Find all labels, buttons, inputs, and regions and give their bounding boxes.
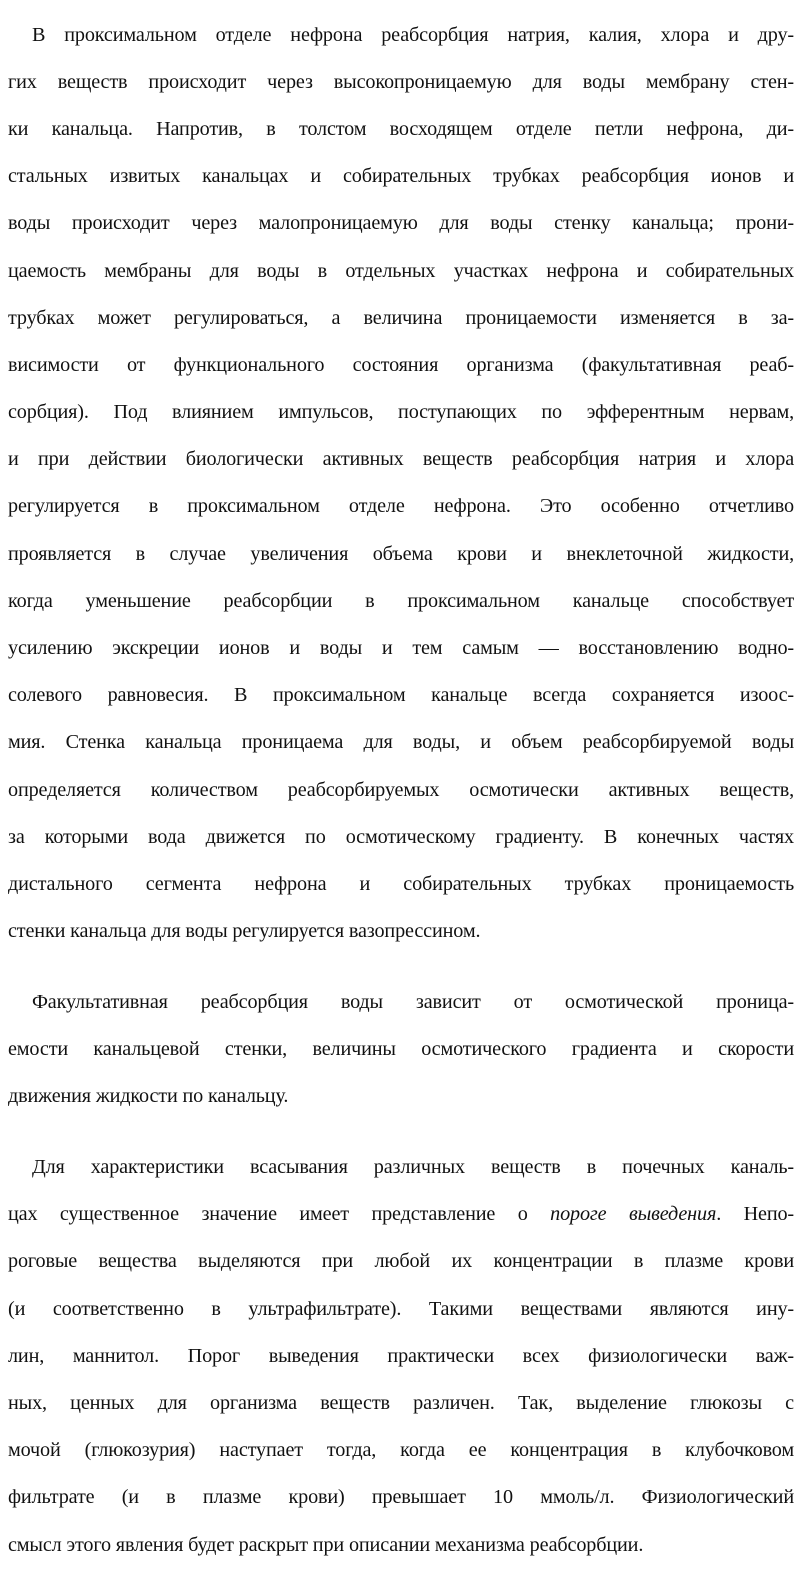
text-line: и при действии биологически активных веществ реабсорбция натрия и хлора xyxy=(8,448,794,471)
text-line: движения жидкости по канальцу. xyxy=(8,1085,289,1108)
text-line: трубках может регулироваться, а величина проницаемости изменяется в за- xyxy=(8,306,794,329)
text-line: усилению экскреции ионов и воды и тем самым — восстановлению водно- xyxy=(8,637,794,660)
text-line: лин, маннитол. Порог выведения практически всех физиологически важ- xyxy=(8,1344,794,1367)
text-line: солевого равновесия. В проксимальном канальце всегда сохраняется изоос- xyxy=(8,684,794,707)
document-page xyxy=(8,0,794,1556)
text-line: висимости от функционального состояния организма (факультативная реаб- xyxy=(8,353,794,376)
term-emphasis: порогe выведения xyxy=(550,1203,717,1226)
text-line: воды происходит через малопроницаемую для воды стенку канальца; прони- xyxy=(8,212,794,235)
text-line: стальных извитых канальцах и собирательных трубках реабсорбция ионов и xyxy=(8,165,794,188)
text-line: емости канальцевой стенки, величины осмотического градиента и скорости xyxy=(8,1038,794,1061)
paragraph-2 xyxy=(8,967,794,1132)
text-fragment: . Непо- xyxy=(716,1203,794,1226)
text-line: стенки канальца для воды регулируется вазопрессином. xyxy=(8,920,481,943)
text-line: ки канальца. Напротив, в толстом восходящем отделе петли нефрона, ди- xyxy=(8,117,794,140)
text-fragment: цах существенное значение имеет представление о xyxy=(8,1203,551,1226)
text-line: цаемость мембраны для воды в отдельных участках нефрона и собирательных xyxy=(8,259,794,282)
text-line: сорбция). Под влиянием импульсов, поступающих по эфферентным нервам, xyxy=(8,401,794,424)
text-line: мия. Стенка канальца проницаема для воды, и объем реабсорбируемой воды xyxy=(8,731,794,754)
text-line: Для характеристики всасывания различных веществ в почечных каналь- xyxy=(32,1156,794,1179)
text-line: регулируется в проксимальном отделе нефрона. Это особенно отчетливо xyxy=(8,495,794,518)
paragraph-1 xyxy=(8,0,794,967)
paragraph-3 xyxy=(8,1133,794,1581)
text-line: фильтрате (и в плазме крови) превышает 10 ммоль/л. Физиологический xyxy=(8,1486,794,1509)
text-line: (и соответственно в ультрафильтрате). Такими веществами являются ину- xyxy=(8,1297,794,1320)
text-line: роговые вещества выделяются при любой их концентрации в плазме крови xyxy=(8,1250,794,1273)
text-line: дистального сегмента нефрона и собирательных трубках проницаемость xyxy=(8,872,794,895)
text-line: когда уменьшение реабсорбции в проксимальном канальце способствует xyxy=(8,589,794,612)
text-line: гих веществ происходит через высокопроницаемую для воды мембрану стен- xyxy=(8,70,794,93)
text-line: смысл этого явления будет раскрыт при описании механизма реабсорбции. xyxy=(8,1533,644,1556)
text-line: Факультативная реабсорбция воды зависит от осмотической проница- xyxy=(32,990,794,1013)
text-line: определяется количеством реабсорбируемых осмотически активных веществ, xyxy=(8,778,794,801)
text-line: В проксимальном отделе нефрона реабсорбция натрия, калия, хлора и дру- xyxy=(32,23,794,46)
text-line-with-emphasis xyxy=(8,1203,794,1227)
text-line: мочой (глюкозурия) наступает тогда, когда ее концентрация в клубочковом xyxy=(8,1439,794,1462)
text-line: проявляется в случае увеличения объема крови и внеклеточной жидкости, xyxy=(8,542,794,565)
text-line: за которыми вода движется по осмотическому градиенту. В конечных частях xyxy=(8,825,794,848)
text-line: ных, ценных для организма веществ различен. Так, выделение глюкозы с xyxy=(8,1392,794,1415)
